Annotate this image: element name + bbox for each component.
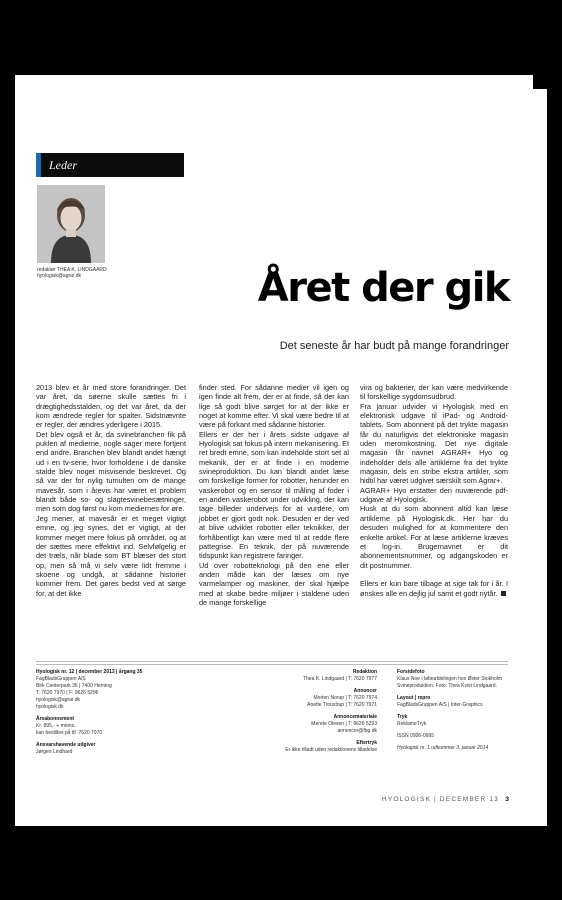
colophon-responsible-block: [36, 742, 176, 756]
colophon-line: Birk Centerpark 36 | 7400 Herning: [36, 683, 112, 689]
closing-text: Ellers er kun bare tilbage at sige tak for i år. I ønskes alle en dejlig jul samt et godt nytår.: [360, 579, 508, 598]
paragraph: Ellers er der her i årets sidste udgave af Hyologisk sat fokus på intern mekanisering. Et ret bredt emne, som kan indeholde stort set al mekanik, der er at finde i en moderne svineproduktion. Du kan blandt andet læse om forskellige former for robotter, herunder en vaskerobot og en sensor til måling af foder i en anden vaskerobot under udvikling, der kan tage billeder undervejs for at vurdere, om jobbet er gjort godt nok. Desuden er der ved at blive udviklet robotter eller teknikker, der forhåbentligt kan være med til at redde flere pattegrise. En teknik, der på nuværende tidspunkt kan registrere faringer.: [199, 429, 349, 561]
article-subhead: Det seneste år har budt på mange forandringer: [279, 340, 509, 352]
colophon-heading: Forsidefoto: [397, 669, 425, 675]
page-number: 3: [505, 796, 509, 803]
section-label: Leder: [49, 158, 77, 172]
colophon-column-3: [397, 669, 517, 752]
colophon-heading: Redaktion: [352, 669, 377, 675]
editor-photo: [37, 185, 105, 263]
page-folio: [382, 796, 499, 803]
colophon-line: Anette Troustrup | T: 7620 7971: [307, 702, 377, 708]
colophon-line: ReklameTryk: [397, 721, 427, 727]
closing-paragraph: [360, 579, 508, 598]
colophon-line: Merete Olesen | T: 9626 5293: [311, 721, 377, 727]
paragraph: AGRAR+ Hyo erstatter den nuværende pdf-udgave af Hyologisk.: [360, 485, 508, 505]
editor-email: hyologisk@agrar.dk: [37, 273, 81, 279]
colophon-line: kan bestilles på tlf. 7620 7970: [36, 730, 103, 736]
colophon-line: FagBladsGruppen A/S: [36, 676, 86, 682]
end-mark-icon: [501, 591, 506, 596]
colophon-editorial-block: [245, 669, 377, 683]
article-headline: Året der gik: [257, 265, 509, 311]
colophon-line: annoncer@fbg.dk: [337, 728, 377, 734]
colophon-heading: Ansvarshavende udgiver: [36, 742, 96, 748]
body-column-1: [36, 383, 186, 598]
folio-text: HYOLOGISK | DECEMBER 13: [381, 796, 499, 803]
colophon-layout-block: [397, 695, 517, 709]
section-accent-bar: [36, 153, 41, 177]
colophon-heading: Layout | repro: [397, 695, 431, 701]
paragraph: Jeg mener, at mavesår er et meget vigtigt emne, og jeg synes, det er vigtigt, at der kommer meget mere fokus på området, og at der sættes mere effektivt ind. Selvfølgelig er det træls, når blade som BT blæser det stort op, men så må vi selv være lidt fremme i skoene og undgå, at sådanne historier kommer frem. Det gøres bedst ved at sørge for, at det ikke: [36, 513, 186, 598]
body-column-3: [360, 383, 508, 598]
page-corner: [533, 75, 547, 89]
colophon-column-1: [36, 669, 176, 761]
colophon-line: Er ikke tilladt uden redaktionens tilladelse: [285, 747, 377, 753]
colophon-line: T: 7620 7970 | F: 9626 5296: [36, 690, 99, 696]
colophon-line: Klaus Noe i løbeafdelingen hos Øster Stokholm: [397, 676, 503, 682]
colophon-issue: Hyologisk nr. 12 | december 2013 | årgang 35: [36, 669, 143, 675]
footer-rule: [36, 661, 508, 662]
colophon-heading: Årsabonnement: [36, 716, 75, 722]
paragraph-gap: [360, 570, 508, 579]
colophon-cover-block: [397, 669, 517, 690]
magazine-page: [15, 75, 547, 826]
colophon-publisher-block: [36, 669, 176, 711]
colophon-line: hyologisk@agrar.dk: [36, 697, 80, 703]
colophon-print-block: [397, 714, 517, 728]
colophon-heading: Annoncemateriale: [333, 714, 377, 720]
paragraph: Husk at du som abonnent altid kan læse artiklerne på Hyologisk.dk. Her har du desuden mulighed for at kommentere den enkelte artikel. For at læse artiklerne kræves et log-in. Brugernavnet er dit abonnementsnummer, og adgangskoden er dit postnummer.: [360, 504, 508, 570]
colophon-admaterial-block: [245, 714, 377, 735]
paragraph: 2013 blev et år med store forandringer. Det var året, da søerne skulle sættes fri i drægtighedsstalden, og det var året, da der kom ændrede regler for spalter. Sidstnævnte er regler, der ændres yderligere i 2015.: [36, 383, 186, 430]
body-column-2: [199, 383, 349, 607]
colophon-heading: Tryk: [397, 714, 408, 720]
colophon-line: Thea K. Lindgaard | T: 7620 7977: [302, 676, 377, 682]
colophon-line: FagBladsGruppen A/S | Inter-Graphics: [397, 702, 483, 708]
paragraph: finder sted. For sådanne medier vil igen og igen finde alt frem, der er at finde, så der kan lige så godt blive sørget for at der ikke er noget at komme efter. Vi skal være bedre til at være på forkant med sådanne historier.: [199, 383, 349, 430]
section-label-box: [36, 153, 184, 177]
colophon-column-2: [245, 669, 377, 759]
colophon-line: Kr. 895,- + moms.: [36, 723, 76, 729]
paragraph: vira og bakterier, der kan være medvirkende til forskellige sygdomsudbrud.: [360, 383, 508, 402]
colophon-issn: ISSN 0906-0995: [397, 733, 434, 739]
colophon-ads-block: [245, 688, 377, 709]
paragraph: Det blev også et år, da svinebranchen fik på puklen af medierne, nogle sager mere fortjent end andre. Branchen blev blandt andet hængt ud i en tv-serie, hvor forholdene i de danske stalde blev noget misvisende beskrevet. Og så var der for nylig tumulten om de mange mavesår, som i årevis har været et problem blandt både so- og slagtesvinebesætninger, men som dog først nu kom mediernes for øre.: [36, 429, 186, 514]
paragraph: Ud over robotteknologi på den ene eller anden måde kan der læses om nye varmelamper og maskiner, der skal hjælpe med at skabe bedre miljøer i staldene uden de mange forskellige: [199, 560, 349, 607]
colophon-line: Svineproduktion. Foto: Thea Kvist Lindgaard.: [397, 683, 497, 689]
colophon-next-issue: Hyologisk nr. 1 udkommer 3. januar 2014: [397, 745, 489, 751]
colophon-reprint-block: [245, 740, 377, 754]
colophon-subscription-block: [36, 716, 176, 737]
editor-name: redaktør THEA K. LINDGAARD: [37, 267, 107, 273]
footer-rule: [36, 664, 508, 665]
colophon-line: hyologisk.dk: [36, 704, 64, 710]
paragraph: Fra januar udvider vi Hyologisk med en elektronisk udgave til iPad- og Android-tablets. Som abonnent på det trykte magasin får du naturligvis det elektroniske magasin uden meromkostning. Det nye digitale magasin får navnet AGRAR+ Hyo og indeholder dels alle artiklerne fra det trykte magasin, dels en stribe ekstra artikler, som hidtil har været udgivet særskilt som Agrar+.: [360, 401, 508, 486]
colophon-heading: Annoncer: [353, 688, 377, 694]
colophon-line: Jørgen Lindhard: [36, 749, 73, 755]
colophon-line: Morten Norup | T: 7620 7974: [313, 695, 377, 701]
colophon-heading: Eftertryk: [356, 740, 377, 746]
